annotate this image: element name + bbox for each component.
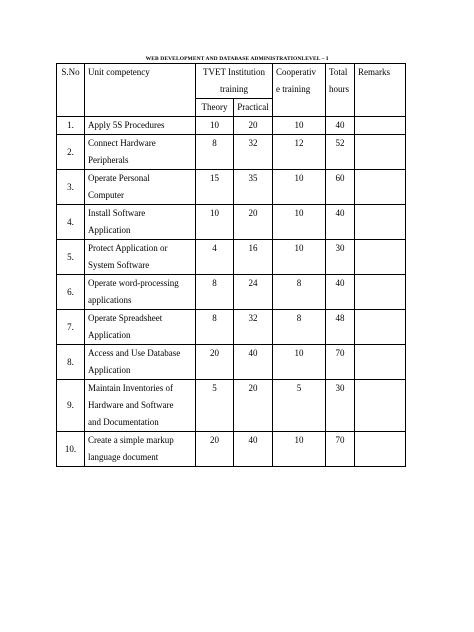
table-row bbox=[57, 240, 406, 275]
row-sno: 9. bbox=[57, 380, 85, 432]
table-row bbox=[57, 310, 406, 345]
row-unit-line: and Documentation bbox=[88, 417, 159, 427]
row-unit-line: Computer bbox=[88, 190, 124, 200]
row-unit-competency bbox=[85, 135, 196, 170]
row-unit-competency bbox=[85, 240, 196, 275]
row-practical-hours: 32 bbox=[234, 310, 273, 345]
row-total-hours: 52 bbox=[326, 135, 355, 170]
row-total-hours: 48 bbox=[326, 310, 355, 345]
row-unit-line: Maintain Inventories of bbox=[88, 383, 173, 393]
row-unit-line: Create a simple markup bbox=[88, 435, 174, 445]
row-practical-hours: 35 bbox=[234, 170, 273, 205]
row-remarks bbox=[355, 135, 406, 170]
header-coop-line2: e training bbox=[276, 84, 311, 94]
table-row bbox=[57, 170, 406, 205]
row-cooperative-hours: 10 bbox=[273, 205, 326, 240]
row-remarks bbox=[355, 205, 406, 240]
header-tvet-training bbox=[196, 64, 273, 99]
header-total-line2: hours bbox=[329, 84, 349, 94]
row-unit-competency bbox=[85, 345, 196, 380]
row-sno: 10. bbox=[57, 432, 85, 467]
row-practical-hours: 24 bbox=[234, 275, 273, 310]
row-total-hours: 40 bbox=[326, 117, 355, 135]
row-sno: 3. bbox=[57, 170, 85, 205]
row-theory-hours: 8 bbox=[196, 135, 234, 170]
row-cooperative-hours: 10 bbox=[273, 170, 326, 205]
row-remarks bbox=[355, 310, 406, 345]
row-theory-hours: 10 bbox=[196, 205, 234, 240]
row-total-hours: 40 bbox=[326, 275, 355, 310]
row-unit-competency bbox=[85, 117, 196, 135]
row-theory-hours: 8 bbox=[196, 275, 234, 310]
table-row bbox=[57, 135, 406, 170]
row-unit-line: Install Software bbox=[88, 208, 146, 218]
row-remarks bbox=[355, 432, 406, 467]
row-cooperative-hours: 8 bbox=[273, 310, 326, 345]
document-title: WEB DEVELOPMENT AND DATABASE ADMINISTRATIONLEVEL – I bbox=[145, 56, 329, 62]
row-remarks bbox=[355, 345, 406, 380]
row-unit-competency bbox=[85, 310, 196, 345]
row-total-hours: 70 bbox=[326, 432, 355, 467]
row-unit-line: Operate Spreadsheet bbox=[88, 313, 163, 323]
table-body bbox=[57, 117, 406, 467]
row-sno: 5. bbox=[57, 240, 85, 275]
table-row bbox=[57, 432, 406, 467]
header-practical: Practical bbox=[234, 99, 273, 117]
row-remarks bbox=[355, 170, 406, 205]
row-unit-line: Connect Hardware bbox=[88, 138, 156, 148]
row-unit-line: Apply 5S Procedures bbox=[88, 120, 165, 130]
row-practical-hours: 40 bbox=[234, 345, 273, 380]
row-unit-competency bbox=[85, 380, 196, 432]
row-theory-hours: 20 bbox=[196, 345, 234, 380]
row-cooperative-hours: 10 bbox=[273, 345, 326, 380]
row-remarks bbox=[355, 380, 406, 432]
row-remarks bbox=[355, 240, 406, 275]
row-theory-hours: 15 bbox=[196, 170, 234, 205]
row-theory-hours: 4 bbox=[196, 240, 234, 275]
row-theory-hours: 5 bbox=[196, 380, 234, 432]
row-unit-line: Hardware and Software bbox=[88, 400, 174, 410]
row-cooperative-hours: 10 bbox=[273, 432, 326, 467]
header-total-line1: Total bbox=[329, 67, 348, 77]
competency-table bbox=[56, 63, 406, 467]
header-sno: S.No bbox=[57, 64, 85, 117]
row-sno: 2. bbox=[57, 135, 85, 170]
row-cooperative-hours: 8 bbox=[273, 275, 326, 310]
row-unit-competency bbox=[85, 432, 196, 467]
row-total-hours: 40 bbox=[326, 205, 355, 240]
row-practical-hours: 16 bbox=[234, 240, 273, 275]
header-theory: Theory bbox=[196, 99, 234, 117]
table-row bbox=[57, 345, 406, 380]
row-unit-line: System Software bbox=[88, 260, 150, 270]
header-cooperative-training bbox=[273, 64, 326, 117]
row-unit-line: Application bbox=[88, 225, 131, 235]
row-practical-hours: 40 bbox=[234, 432, 273, 467]
table-row bbox=[57, 205, 406, 240]
row-unit-line: Application bbox=[88, 330, 131, 340]
row-unit-line: Access and Use Database bbox=[88, 348, 181, 358]
row-unit-line: applications bbox=[88, 295, 132, 305]
row-unit-line: Application bbox=[88, 365, 131, 375]
row-unit-competency bbox=[85, 170, 196, 205]
row-total-hours: 30 bbox=[326, 380, 355, 432]
row-unit-line: Operate word-processing bbox=[88, 278, 179, 288]
row-sno: 4. bbox=[57, 205, 85, 240]
table-row bbox=[57, 275, 406, 310]
row-sno: 1. bbox=[57, 117, 85, 135]
header-coop-line1: Cooperativ bbox=[276, 67, 316, 77]
row-unit-line: Protect Application or bbox=[88, 243, 168, 253]
table-row bbox=[57, 380, 406, 432]
row-total-hours: 60 bbox=[326, 170, 355, 205]
row-unit-line: Peripherals bbox=[88, 155, 129, 165]
header-remarks: Remarks bbox=[355, 64, 406, 117]
row-total-hours: 30 bbox=[326, 240, 355, 275]
table-header-row bbox=[57, 64, 406, 99]
row-sno: 7. bbox=[57, 310, 85, 345]
table-row bbox=[57, 117, 406, 135]
row-theory-hours: 8 bbox=[196, 310, 234, 345]
row-practical-hours: 32 bbox=[234, 135, 273, 170]
row-unit-competency bbox=[85, 275, 196, 310]
row-sno: 8. bbox=[57, 345, 85, 380]
header-tvet-line2: training bbox=[220, 84, 248, 94]
header-unit-competency: Unit competency bbox=[85, 64, 196, 117]
row-cooperative-hours: 10 bbox=[273, 240, 326, 275]
row-remarks bbox=[355, 117, 406, 135]
row-theory-hours: 20 bbox=[196, 432, 234, 467]
row-practical-hours: 20 bbox=[234, 205, 273, 240]
row-sno: 6. bbox=[57, 275, 85, 310]
row-unit-line: Operate Personal bbox=[88, 173, 150, 183]
header-total-hours bbox=[326, 64, 355, 117]
row-theory-hours: 10 bbox=[196, 117, 234, 135]
row-cooperative-hours: 10 bbox=[273, 117, 326, 135]
row-remarks bbox=[355, 275, 406, 310]
row-practical-hours: 20 bbox=[234, 117, 273, 135]
row-cooperative-hours: 5 bbox=[273, 380, 326, 432]
row-practical-hours: 20 bbox=[234, 380, 273, 432]
row-unit-competency bbox=[85, 205, 196, 240]
header-tvet-line1: TVET Institution bbox=[202, 67, 266, 77]
row-cooperative-hours: 12 bbox=[273, 135, 326, 170]
row-unit-line: language document bbox=[88, 452, 159, 462]
row-total-hours: 70 bbox=[326, 345, 355, 380]
